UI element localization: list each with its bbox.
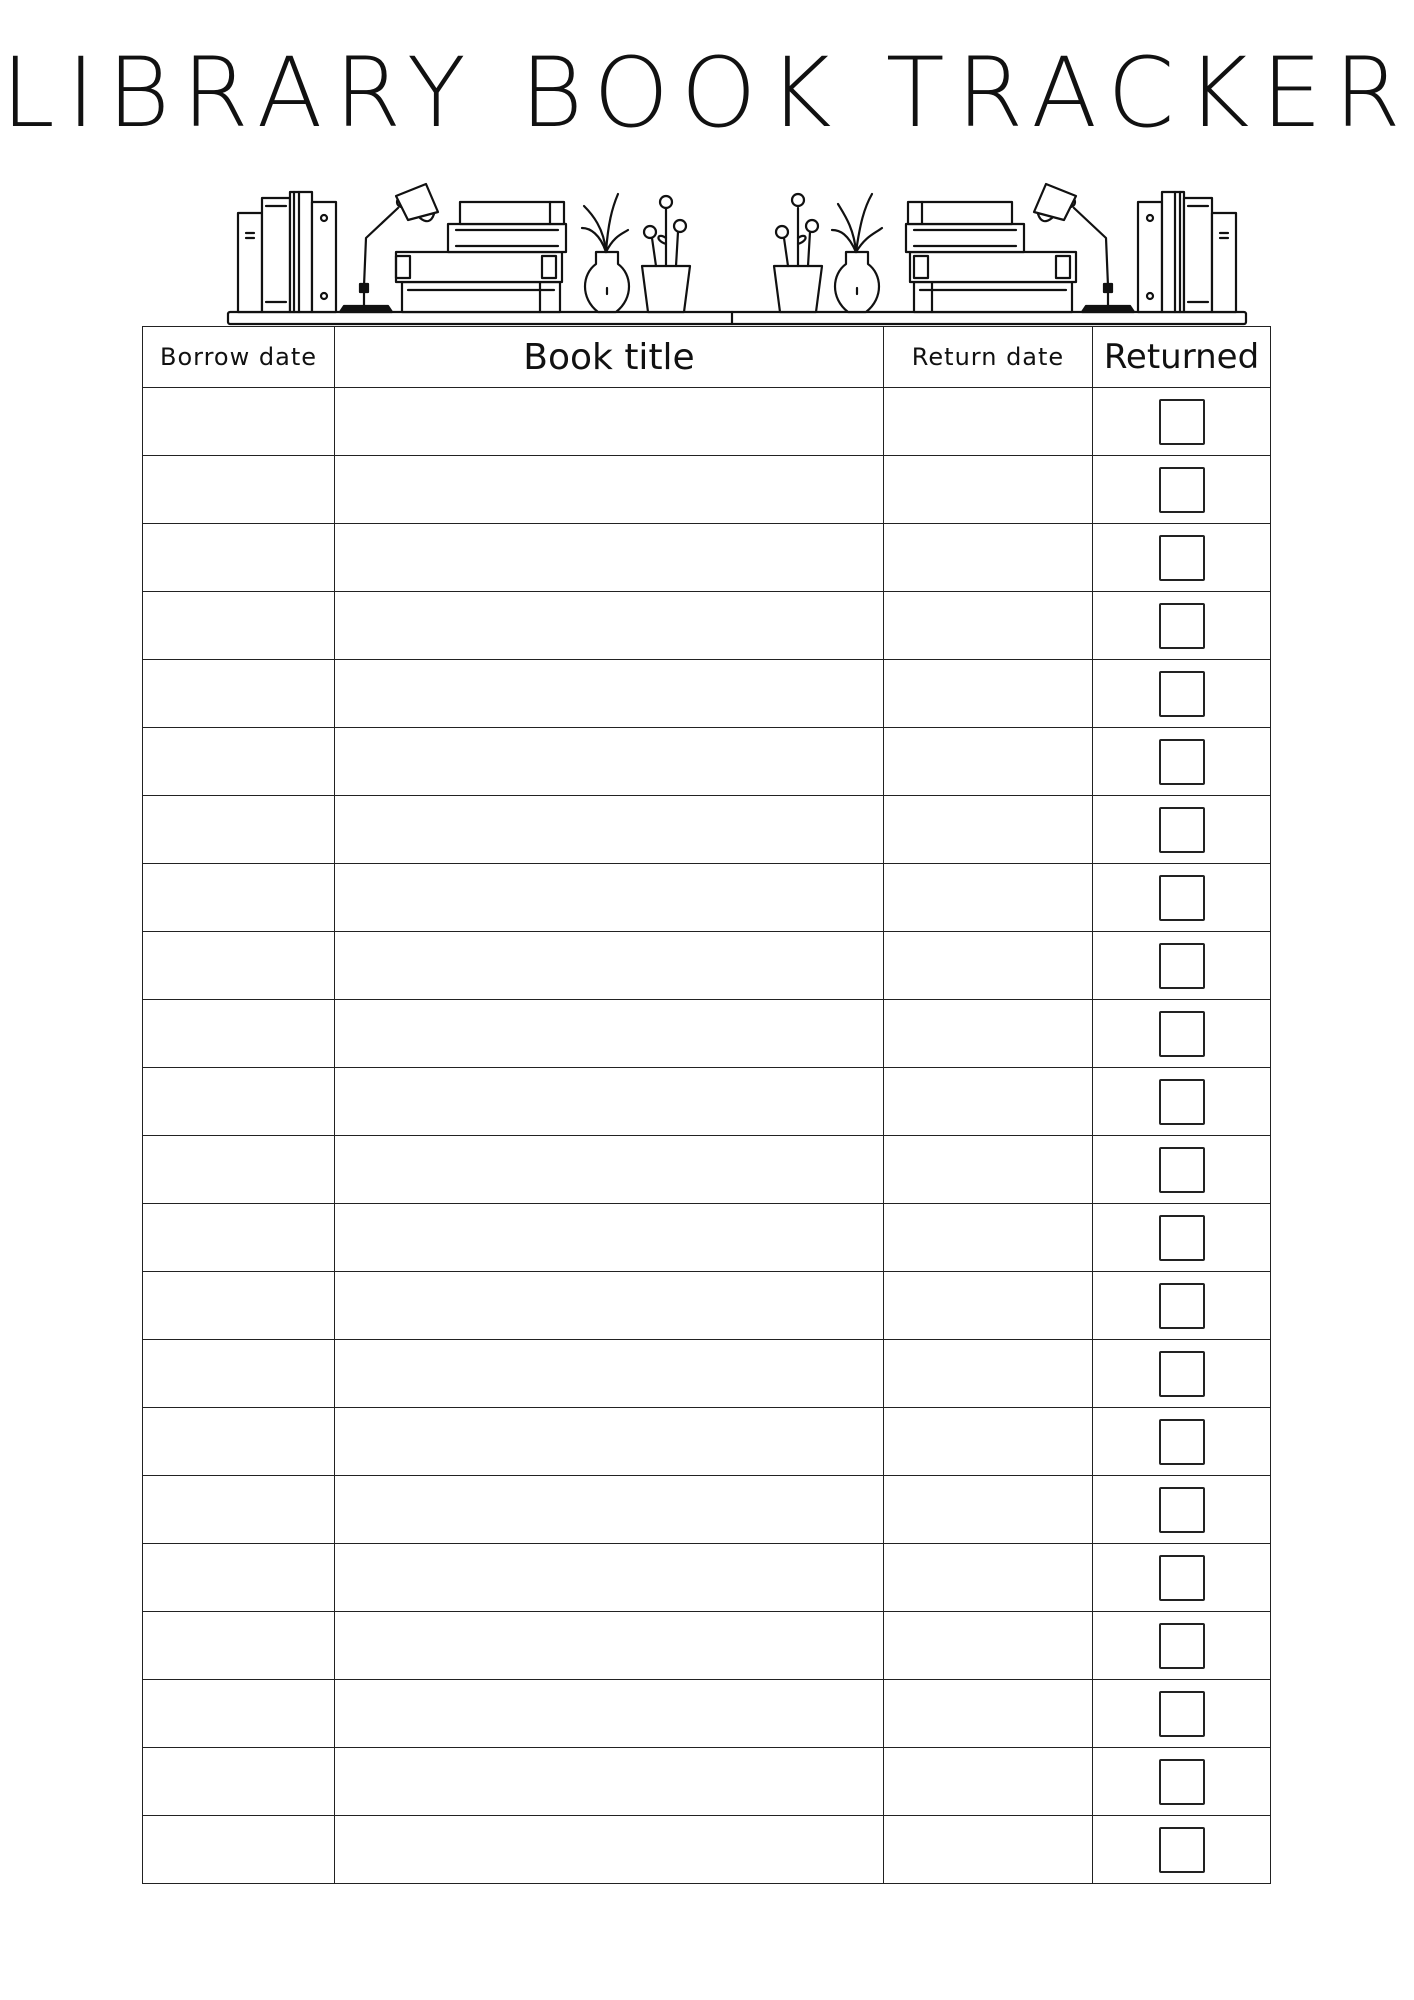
- returned-cell: [1093, 1816, 1271, 1884]
- returned-checkbox[interactable]: [1159, 603, 1205, 649]
- returned-checkbox[interactable]: [1159, 875, 1205, 921]
- book-title-cell[interactable]: [335, 1068, 884, 1136]
- borrow-date-cell[interactable]: [143, 456, 335, 524]
- flower-pot-right-icon: [774, 194, 822, 312]
- header-borrow-date: Borrow date: [143, 327, 335, 388]
- borrow-date-cell[interactable]: [143, 1340, 335, 1408]
- return-date-cell[interactable]: [884, 864, 1093, 932]
- return-date-cell[interactable]: [884, 1476, 1093, 1544]
- borrow-date-cell[interactable]: [143, 796, 335, 864]
- book-title-cell[interactable]: [335, 456, 884, 524]
- borrow-date-cell[interactable]: [143, 932, 335, 1000]
- return-date-cell[interactable]: [884, 932, 1093, 1000]
- book-title-cell[interactable]: [335, 1544, 884, 1612]
- returned-cell: [1093, 796, 1271, 864]
- return-date-cell[interactable]: [884, 1068, 1093, 1136]
- returned-cell: [1093, 932, 1271, 1000]
- book-title-cell[interactable]: [335, 1272, 884, 1340]
- returned-cell: [1093, 1340, 1271, 1408]
- borrow-date-cell[interactable]: [143, 660, 335, 728]
- return-date-cell[interactable]: [884, 660, 1093, 728]
- borrow-date-cell[interactable]: [143, 1680, 335, 1748]
- table-row: [143, 1476, 1271, 1544]
- page-title: LIBRARY BOOK TRACKER: [1, 37, 1413, 149]
- return-date-cell[interactable]: [884, 388, 1093, 456]
- returned-cell: [1093, 1136, 1271, 1204]
- borrow-date-cell[interactable]: [143, 1204, 335, 1272]
- borrow-date-cell[interactable]: [143, 1000, 335, 1068]
- return-date-cell[interactable]: [884, 1816, 1093, 1884]
- header-return-date: Return date: [884, 327, 1093, 388]
- returned-cell: [1093, 660, 1271, 728]
- book-title-cell[interactable]: [335, 1748, 884, 1816]
- flower-pot-left-icon: [642, 196, 690, 312]
- table-row: [143, 1000, 1271, 1068]
- returned-cell: [1093, 1544, 1271, 1612]
- returned-checkbox[interactable]: [1159, 1691, 1205, 1737]
- returned-checkbox[interactable]: [1159, 1623, 1205, 1669]
- return-date-cell[interactable]: [884, 1136, 1093, 1204]
- table-row: [143, 932, 1271, 1000]
- book-title-cell[interactable]: [335, 1816, 884, 1884]
- table-row: [143, 456, 1271, 524]
- borrow-date-cell[interactable]: [143, 728, 335, 796]
- returned-checkbox[interactable]: [1159, 1215, 1205, 1261]
- table-header-row: [143, 327, 1271, 388]
- returned-checkbox[interactable]: [1159, 467, 1205, 513]
- plant-vase-left-icon: [582, 194, 629, 312]
- returned-cell: [1093, 728, 1271, 796]
- table-row: [143, 1612, 1271, 1680]
- table-row: [143, 1816, 1271, 1884]
- returned-cell: [1093, 388, 1271, 456]
- borrow-date-cell[interactable]: [143, 592, 335, 660]
- return-date-cell[interactable]: [884, 1748, 1093, 1816]
- table-body: [143, 388, 1271, 1884]
- book-title-cell[interactable]: [335, 1136, 884, 1204]
- returned-cell: [1093, 1068, 1271, 1136]
- returned-cell: [1093, 1612, 1271, 1680]
- returned-checkbox[interactable]: [1159, 1759, 1205, 1805]
- table-row: [143, 388, 1271, 456]
- return-date-cell[interactable]: [884, 456, 1093, 524]
- table-row: [143, 1748, 1271, 1816]
- book-title-cell[interactable]: [335, 1680, 884, 1748]
- book-tracker-table: [142, 326, 1271, 1884]
- returned-cell: [1093, 1272, 1271, 1340]
- borrow-date-cell[interactable]: [143, 388, 335, 456]
- table-row: [143, 1204, 1271, 1272]
- returned-checkbox[interactable]: [1159, 1555, 1205, 1601]
- returned-cell: [1093, 592, 1271, 660]
- returned-checkbox[interactable]: [1159, 1351, 1205, 1397]
- plant-vase-right-icon: [832, 194, 882, 312]
- table-row: [143, 524, 1271, 592]
- borrow-date-cell[interactable]: [143, 1272, 335, 1340]
- return-date-cell[interactable]: [884, 1204, 1093, 1272]
- return-date-cell[interactable]: [884, 1544, 1093, 1612]
- upright-books-right-icon: [1138, 192, 1236, 312]
- returned-cell: [1093, 1680, 1271, 1748]
- table-row: [143, 796, 1271, 864]
- table-row: [143, 864, 1271, 932]
- book-title-cell[interactable]: [335, 524, 884, 592]
- borrow-date-cell[interactable]: [143, 1476, 335, 1544]
- book-title-cell[interactable]: [335, 388, 884, 456]
- table-row: [143, 660, 1271, 728]
- book-title-cell[interactable]: [335, 660, 884, 728]
- returned-checkbox[interactable]: [1159, 535, 1205, 581]
- borrow-date-cell[interactable]: [143, 1408, 335, 1476]
- borrow-date-cell[interactable]: [143, 1816, 335, 1884]
- return-date-cell[interactable]: [884, 728, 1093, 796]
- borrow-date-cell[interactable]: [143, 524, 335, 592]
- return-date-cell[interactable]: [884, 524, 1093, 592]
- returned-checkbox[interactable]: [1159, 399, 1205, 445]
- returned-cell: [1093, 864, 1271, 932]
- table-row: [143, 1068, 1271, 1136]
- returned-checkbox[interactable]: [1159, 807, 1205, 853]
- returned-checkbox[interactable]: [1159, 671, 1205, 717]
- table-row: [143, 1544, 1271, 1612]
- borrow-date-cell[interactable]: [143, 1748, 335, 1816]
- returned-cell: [1093, 1476, 1271, 1544]
- returned-checkbox[interactable]: [1159, 1283, 1205, 1329]
- borrow-date-cell[interactable]: [143, 1068, 335, 1136]
- borrow-date-cell[interactable]: [143, 1544, 335, 1612]
- returned-cell: [1093, 1204, 1271, 1272]
- returned-checkbox[interactable]: [1159, 1419, 1205, 1465]
- return-date-cell[interactable]: [884, 1408, 1093, 1476]
- book-title-cell[interactable]: [335, 1204, 884, 1272]
- return-date-cell[interactable]: [884, 1272, 1093, 1340]
- return-date-cell[interactable]: [884, 1680, 1093, 1748]
- table-row: [143, 1136, 1271, 1204]
- returned-checkbox[interactable]: [1159, 943, 1205, 989]
- returned-checkbox[interactable]: [1159, 1147, 1205, 1193]
- return-date-cell[interactable]: [884, 1612, 1093, 1680]
- bookshelf-illustration: [220, 178, 1260, 334]
- book-title-cell[interactable]: [335, 1000, 884, 1068]
- book-title-cell[interactable]: [335, 1408, 884, 1476]
- book-title-cell[interactable]: [335, 728, 884, 796]
- returned-checkbox[interactable]: [1159, 1079, 1205, 1125]
- returned-checkbox[interactable]: [1159, 1827, 1205, 1873]
- table-row: [143, 592, 1271, 660]
- return-date-cell[interactable]: [884, 592, 1093, 660]
- borrow-date-cell[interactable]: [143, 1136, 335, 1204]
- returned-cell: [1093, 1000, 1271, 1068]
- returned-cell: [1093, 1408, 1271, 1476]
- returned-cell: [1093, 456, 1271, 524]
- table-row: [143, 1272, 1271, 1340]
- shelf-plank: [228, 312, 1246, 324]
- borrow-date-cell[interactable]: [143, 864, 335, 932]
- return-date-cell[interactable]: [884, 1000, 1093, 1068]
- book-title-cell[interactable]: [335, 1612, 884, 1680]
- table-row: [143, 1340, 1271, 1408]
- book-title-cell[interactable]: [335, 932, 884, 1000]
- returned-checkbox[interactable]: [1159, 739, 1205, 785]
- borrow-date-cell[interactable]: [143, 1612, 335, 1680]
- table-row: [143, 728, 1271, 796]
- return-date-cell[interactable]: [884, 1340, 1093, 1408]
- book-title-cell[interactable]: [335, 592, 884, 660]
- table-row: [143, 1408, 1271, 1476]
- header-returned: Returned: [1093, 327, 1271, 388]
- return-date-cell[interactable]: [884, 796, 1093, 864]
- book-title-cell[interactable]: [335, 796, 884, 864]
- upright-books-left-icon: [238, 192, 336, 312]
- returned-cell: [1093, 1748, 1271, 1816]
- returned-cell: [1093, 524, 1271, 592]
- book-title-cell[interactable]: [335, 864, 884, 932]
- returned-checkbox[interactable]: [1159, 1487, 1205, 1533]
- header-book-title: Book title: [335, 327, 884, 388]
- book-title-cell[interactable]: [335, 1476, 884, 1544]
- table-row: [143, 1680, 1271, 1748]
- returned-checkbox[interactable]: [1159, 1011, 1205, 1057]
- book-title-cell[interactable]: [335, 1340, 884, 1408]
